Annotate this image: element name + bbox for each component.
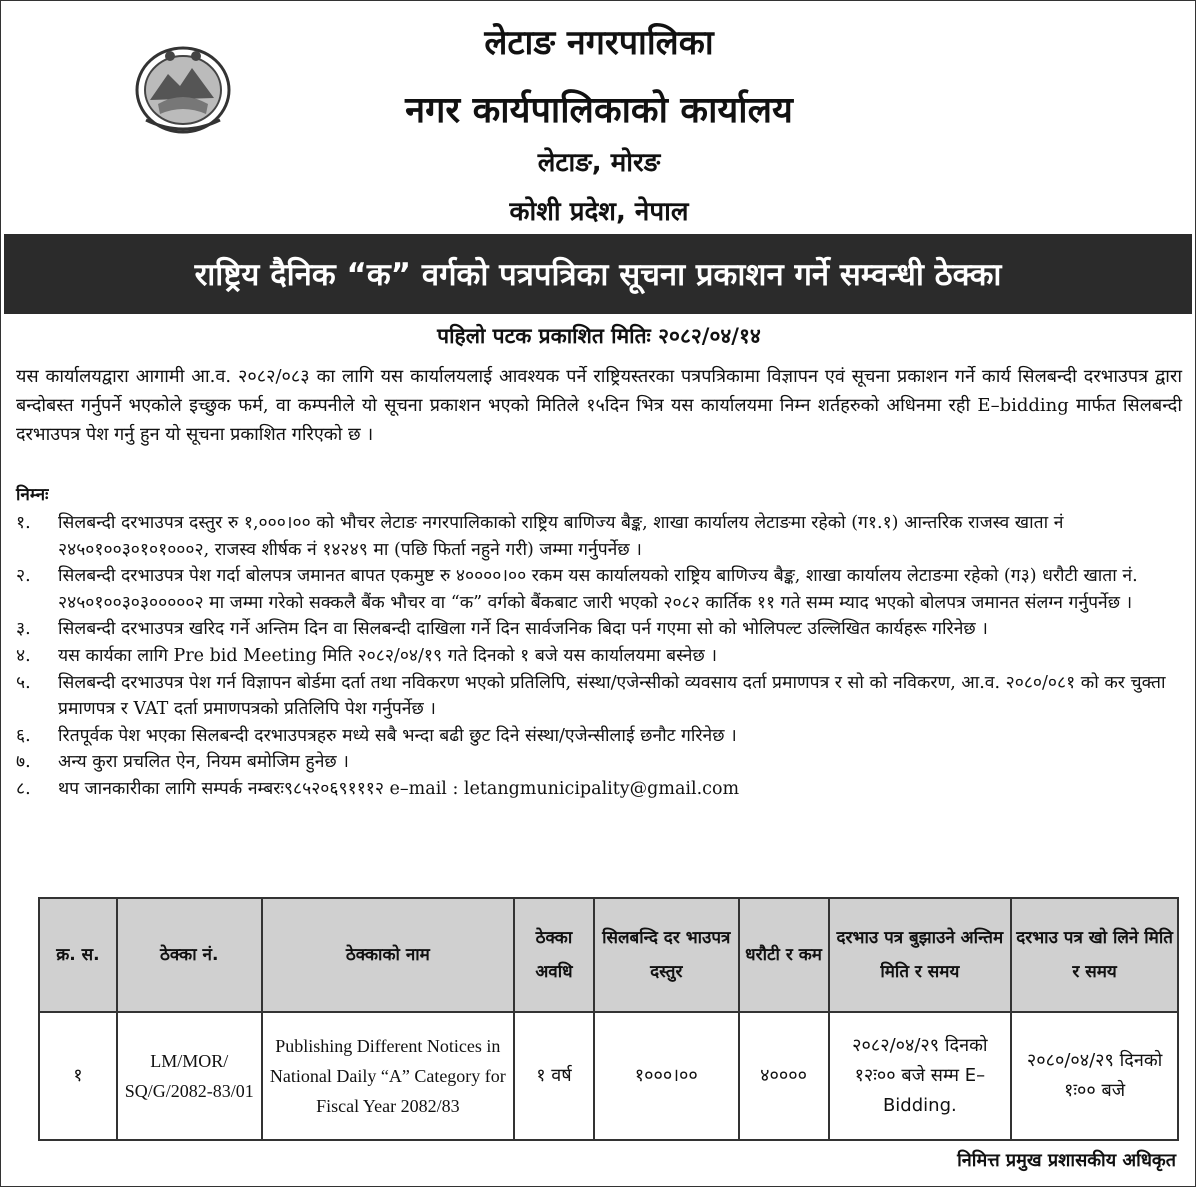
- term-item: [16, 723, 1182, 750]
- col-header-serial: क्र. स.: [39, 898, 117, 1012]
- terms-list: [16, 510, 1182, 803]
- term-item: [16, 563, 1182, 616]
- cell-duration: १ वर्ष: [514, 1012, 594, 1140]
- term-number: ८.: [16, 778, 31, 799]
- col-header-submission-deadline: दरभाउ पत्र बुझाउने अन्तिम मिति र समय: [829, 898, 1012, 1012]
- term-item: [16, 749, 1182, 776]
- tender-table: [38, 897, 1179, 1141]
- term-text: रितपूर्वक पेश भएका सिलबन्दी दरभाउपत्रहरु मध्ये सबै भन्दा बढी छुट दिने संस्था/एजेन्सीलाई छनौट गरिनेछ ।: [58, 725, 737, 746]
- term-text: यस कार्यका लागि Pre bid Meeting मिति २०८२/०४/१९ गते दिनको १ बजे यस कार्यालयमा बस्नेछ ।: [58, 645, 717, 666]
- term-text: सिलबन्दी दरभाउपत्र दस्तुर रु १,०००।०० को भौचर लेटाङ नगरपालिकाको राष्ट्रिय बाणिज्य बैङ्क, शाखा कार्यालय लेटाङमा रहेको (ग१.१) आन्तरिक राजस्व खाता नं २४५०१००३०१०१०००२, राजस्व शीर्षक नं १४२४९ मा (पछि फिर्ता नहुने गरी) जम्मा गर्नुपर्नेछ ।: [58, 513, 1064, 560]
- office-name: नगर कार्यपालिकाको कार्यालय: [405, 90, 793, 131]
- term-number: ५.: [16, 672, 31, 693]
- term-item: [16, 510, 1182, 563]
- office-location: लेटाङ, मोरङ: [537, 148, 661, 178]
- term-text: अन्य कुरा प्रचलित ऐन, नियम बमोजिम हुनेछ ।: [58, 752, 349, 773]
- notice-title-banner: [4, 234, 1192, 314]
- col-header-contract-no: ठेक्का नं.: [117, 898, 262, 1012]
- term-number: ३.: [16, 619, 31, 640]
- table-header-row: [39, 898, 1178, 1012]
- cell-bid-fee: १०००।००: [594, 1012, 739, 1140]
- term-text: सिलबन्दी दरभाउपत्र पेश गर्दा बोलपत्र जमानत बापत एकमुष्ट रु ४००००।०० रकम यस कार्यालयको राष्ट्रिय बाणिज्य बैङ्क, शाखा कार्यालय लेटाङमा रहेको (ग३) धरौटी खाता नं. २४५०१००३०३०००००२ मा जम्मा गरेको सक्कलै बैंक भौचर वा “क” वर्गको बैंकबाट जारी भएको २०८२ कार्तिक ११ गते सम्म म्याद भएको बोलपत्र जमानत संलग्न गर्नुपर्नेछ ।: [58, 566, 1138, 613]
- col-header-contract-name: ठेक्काको नाम: [262, 898, 514, 1012]
- col-header-deposit: धरौटी र कम: [739, 898, 829, 1012]
- cell-serial: १: [39, 1012, 117, 1140]
- cell-opening-date: २०८०/०४/२९ दिनको १ः०० बजे: [1011, 1012, 1178, 1140]
- term-text: सिलबन्दी दरभाउपत्र खरिद गर्ने अन्तिम दिन वा सिलबन्दी दाखिला गर्ने दिन सार्वजनिक बिदा पर्न गएमा सो को भोलिपल्ट उल्लिखित कार्यहरू गरिनेछ ।: [58, 619, 988, 640]
- notice-title: राष्ट्रिय दैनिक “क” वर्गको पत्रपत्रिका सूचना प्रकाशन गर्ने सम्वन्धी ठेक्का: [194, 257, 1002, 293]
- cell-contract-no: LM/MOR/ SQ/G/2082-83/01: [117, 1012, 262, 1140]
- term-item: [16, 776, 1182, 803]
- term-text: थप जानकारीका लागि सम्पर्क नम्बरः९८५२०६९१११२ e–mail : letangmunicipality@gmail.com: [58, 778, 740, 799]
- office-province: कोशी प्रदेश, नेपाल: [509, 197, 689, 227]
- col-header-duration: ठेक्का अवधि: [514, 898, 594, 1012]
- col-header-opening-date: दरभाउ पत्र खो लिने मिति र समय: [1011, 898, 1178, 1012]
- term-number: ६.: [16, 725, 31, 746]
- publish-date: पहिलो पटक प्रकाशित मितिः २०८२/०४/१४: [437, 324, 761, 348]
- signatory: निमित्त प्रमुख प्रशासकीय अधिकृत: [957, 1150, 1176, 1171]
- cell-deposit: ४००००: [739, 1012, 829, 1140]
- terms-heading: निम्नः: [16, 485, 49, 505]
- term-text: सिलबन्दी दरभाउपत्र पेश गर्न विज्ञापन बोर्डमा दर्ता तथा नविकरण भएको प्रतिलिपि, संस्था/एजेन्सीको व्यवसाय दर्ता प्रमाणपत्र र सो को नविकरण, आ.व. २०८०/०८१ को कर चुक्ता प्रमाणपत्र र VAT दर्ता प्रमाणपत्रको प्रतिलिपि पेश गर्नुपर्नेछ ।: [58, 672, 1166, 720]
- term-number: ४.: [16, 645, 31, 666]
- term-item: [16, 616, 1182, 643]
- intro-paragraph: यस कार्यालयद्वारा आगामी आ.व. २०८२/०८३ का लागि यस कार्यालयलाई आवश्यक पर्ने राष्ट्रियस्तरका पत्रपत्रिकामा विज्ञापन एवं सूचना प्रकाशन गर्ने कार्य सिलबन्दी दरभाउपत्र द्वारा बन्दोबस्त गर्नुपर्ने भएकोले इच्छुक फर्म, वा कम्पनीले यो सूचना प्रकाशन भएको मितिले १५दिन भित्र यस कार्यालयमा निम्न शर्तहरुको अधिनमा रही E–bidding मार्फत सिलबन्दी दरभाउपत्र पेश गर्नु हुन यो सूचना प्रकाशित गरिएको छ ।: [16, 366, 1182, 445]
- term-number: २.: [16, 566, 31, 587]
- cell-submission-deadline: २०८२/०४/२९ दिनको १२ः०० बजे सम्म E–Bidding.: [829, 1012, 1012, 1140]
- term-number: ७.: [16, 752, 31, 773]
- cell-contract-name: Publishing Different Notices in National Daily “A” Category for Fiscal Year 2082/83: [262, 1012, 514, 1140]
- table-row: [39, 1012, 1178, 1140]
- term-item: [16, 643, 1182, 670]
- term-item: [16, 670, 1182, 723]
- municipality-name: लेटाङ नगरपालिका: [484, 23, 714, 63]
- col-header-bid-fee: सिलबन्दि दर भाउपत्र दस्तुर: [594, 898, 739, 1012]
- term-number: १.: [16, 513, 31, 533]
